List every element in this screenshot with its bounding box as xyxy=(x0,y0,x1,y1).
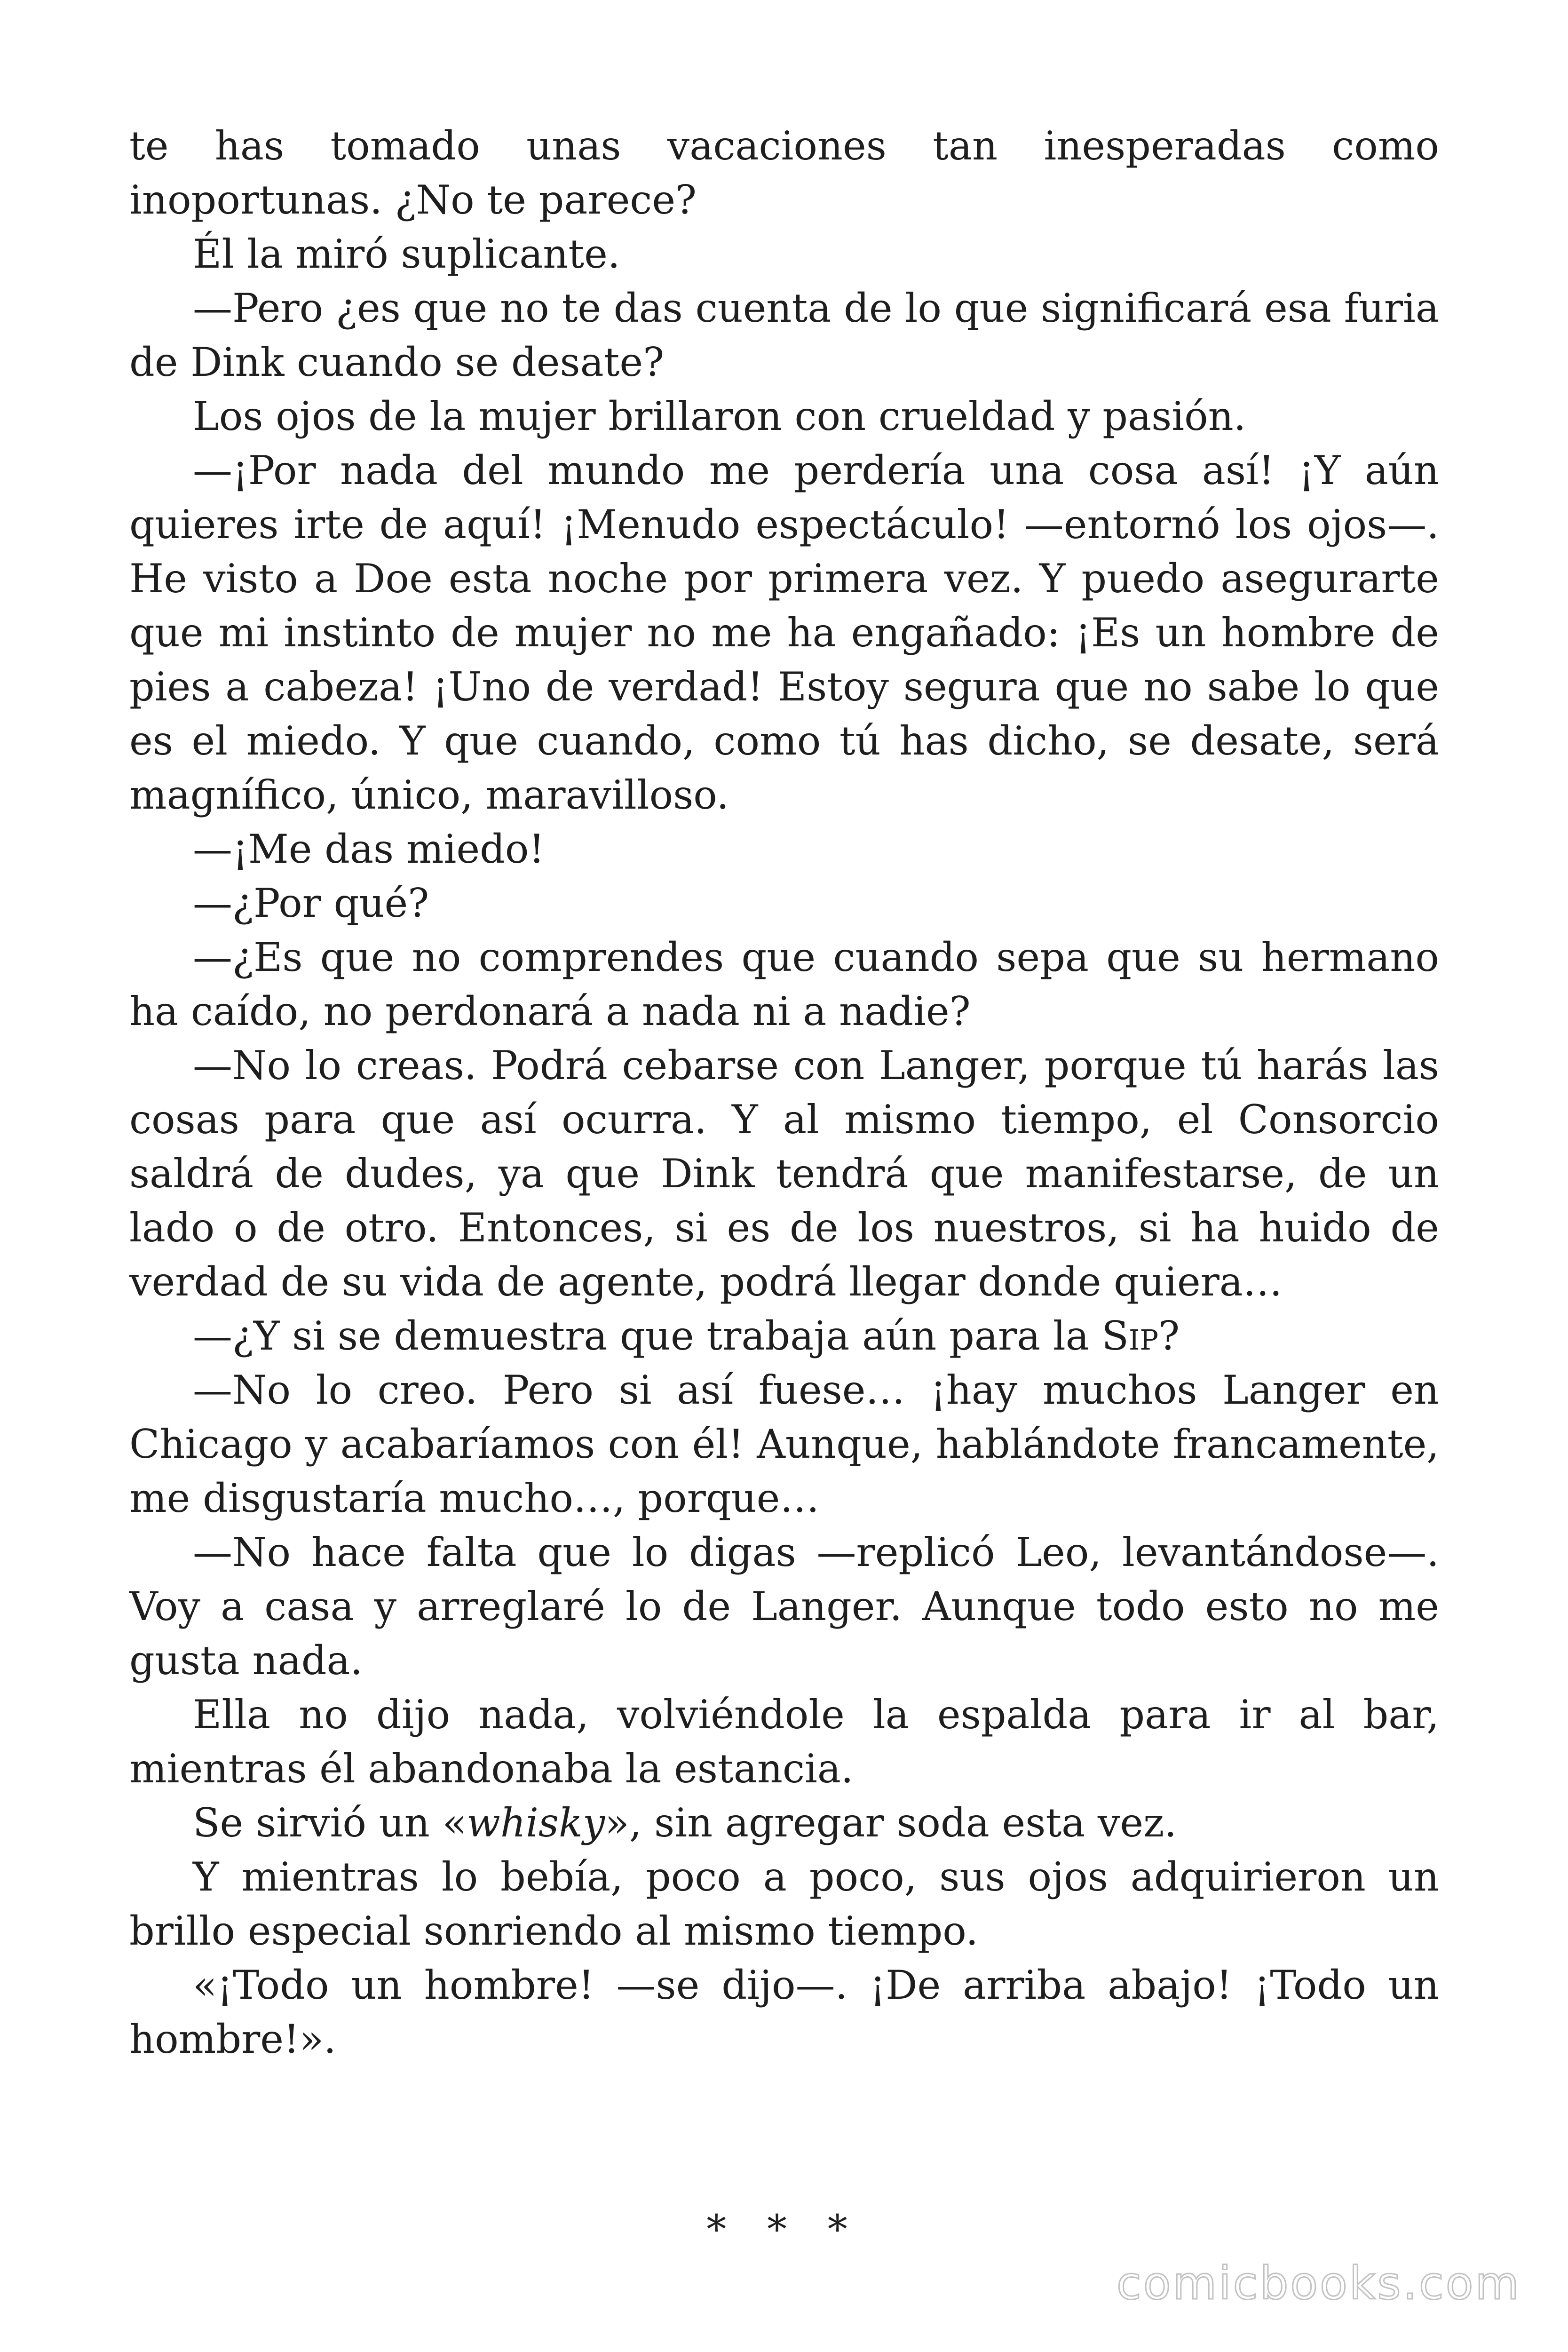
paragraph: —¿Por qué? xyxy=(193,880,429,926)
watermark-logo: comicbooks.com xyxy=(1116,2257,1521,2310)
paragraph-text: Se sirvió un « xyxy=(193,1800,467,1846)
paragraph: te has tomado unas vacaciones tan inesperadas como inoportunas. ¿No te parece? xyxy=(129,123,1439,223)
paragraph: Los ojos de la mujer brillaron con crueldad y pasión. xyxy=(193,393,1246,439)
paragraph: «¡Todo un hombre! —se dijo—. ¡De arriba abajo! ¡Todo un hombre!». xyxy=(129,1962,1439,2062)
paragraph: Ella no dijo nada, volviéndole la espalda para ir al bar, mientras él abandonaba la estancia. xyxy=(129,1692,1439,1792)
paragraph-text: », sin agregar soda esta vez. xyxy=(605,1800,1177,1846)
paragraph: —¡Me das miedo! xyxy=(193,826,545,872)
paragraph-text: —¿Y si se demuestra que trabaja aún para la xyxy=(193,1313,1102,1359)
italic-word: whisky xyxy=(466,1800,605,1846)
paragraph-text: ? xyxy=(1158,1313,1180,1359)
agency-name-smallcaps: Sip xyxy=(1101,1313,1159,1359)
paragraph: —No hace falta que lo digas —replicó Leo, levantándose—. Voy a casa y arreglaré lo de Langer. Aunque todo esto no me gusta nada. xyxy=(129,1529,1439,1684)
paragraph: —¿Es que no comprendes que cuando sepa que su hermano ha caído, no perdonará a nada ni a nadie? xyxy=(129,934,1439,1034)
paragraph: —No lo creo. Pero si así fuese… ¡hay muchos Langer en Chicago y acabaríamos con él! Aunque, hablándote francamente, me disgustaría mucho…, porque… xyxy=(129,1367,1439,1521)
section-separator: * * * xyxy=(706,2206,862,2252)
paragraph: Él la miró suplicante. xyxy=(193,231,620,277)
paragraph xyxy=(129,1796,1439,1850)
paragraph: —No lo creas. Podrá cebarse con Langer, porque tú harás las cosas para que así ocurra. Y al mismo tiempo, el Consorcio saldrá de dudes, ya que Dink tendrá que manifestarse, de un lado o de otro. Entonces, si es de los nuestros, si ha huido de verdad de su vida de agente, podrá llegar donde quiera… xyxy=(129,1042,1439,1305)
paragraph: —¡Por nada del mundo me perdería una cosa así! ¡Y aún quieres irte de aquí! ¡Menudo espectáculo! —entornó los ojos—. He visto a Doe esta noche por primera vez. Y puedo asegurarte que mi instinto de mujer no me ha engañado: ¡Es un hombre de pies a cabeza! ¡Uno de verdad! Estoy segura que no sabe lo que es el miedo. Y que cuando, como tú has dicho, se desate, será magnífico, único, maravilloso. xyxy=(129,447,1439,818)
paragraph: —Pero ¿es que no te das cuenta de lo que significará esa furia de Dink cuando se desate? xyxy=(129,285,1439,385)
body-text xyxy=(129,119,1439,2066)
paragraph xyxy=(129,1309,1439,1363)
paragraph: Y mientras lo bebía, poco a poco, sus ojos adquirieron un brillo especial sonriendo al mismo tiempo. xyxy=(129,1854,1439,1954)
